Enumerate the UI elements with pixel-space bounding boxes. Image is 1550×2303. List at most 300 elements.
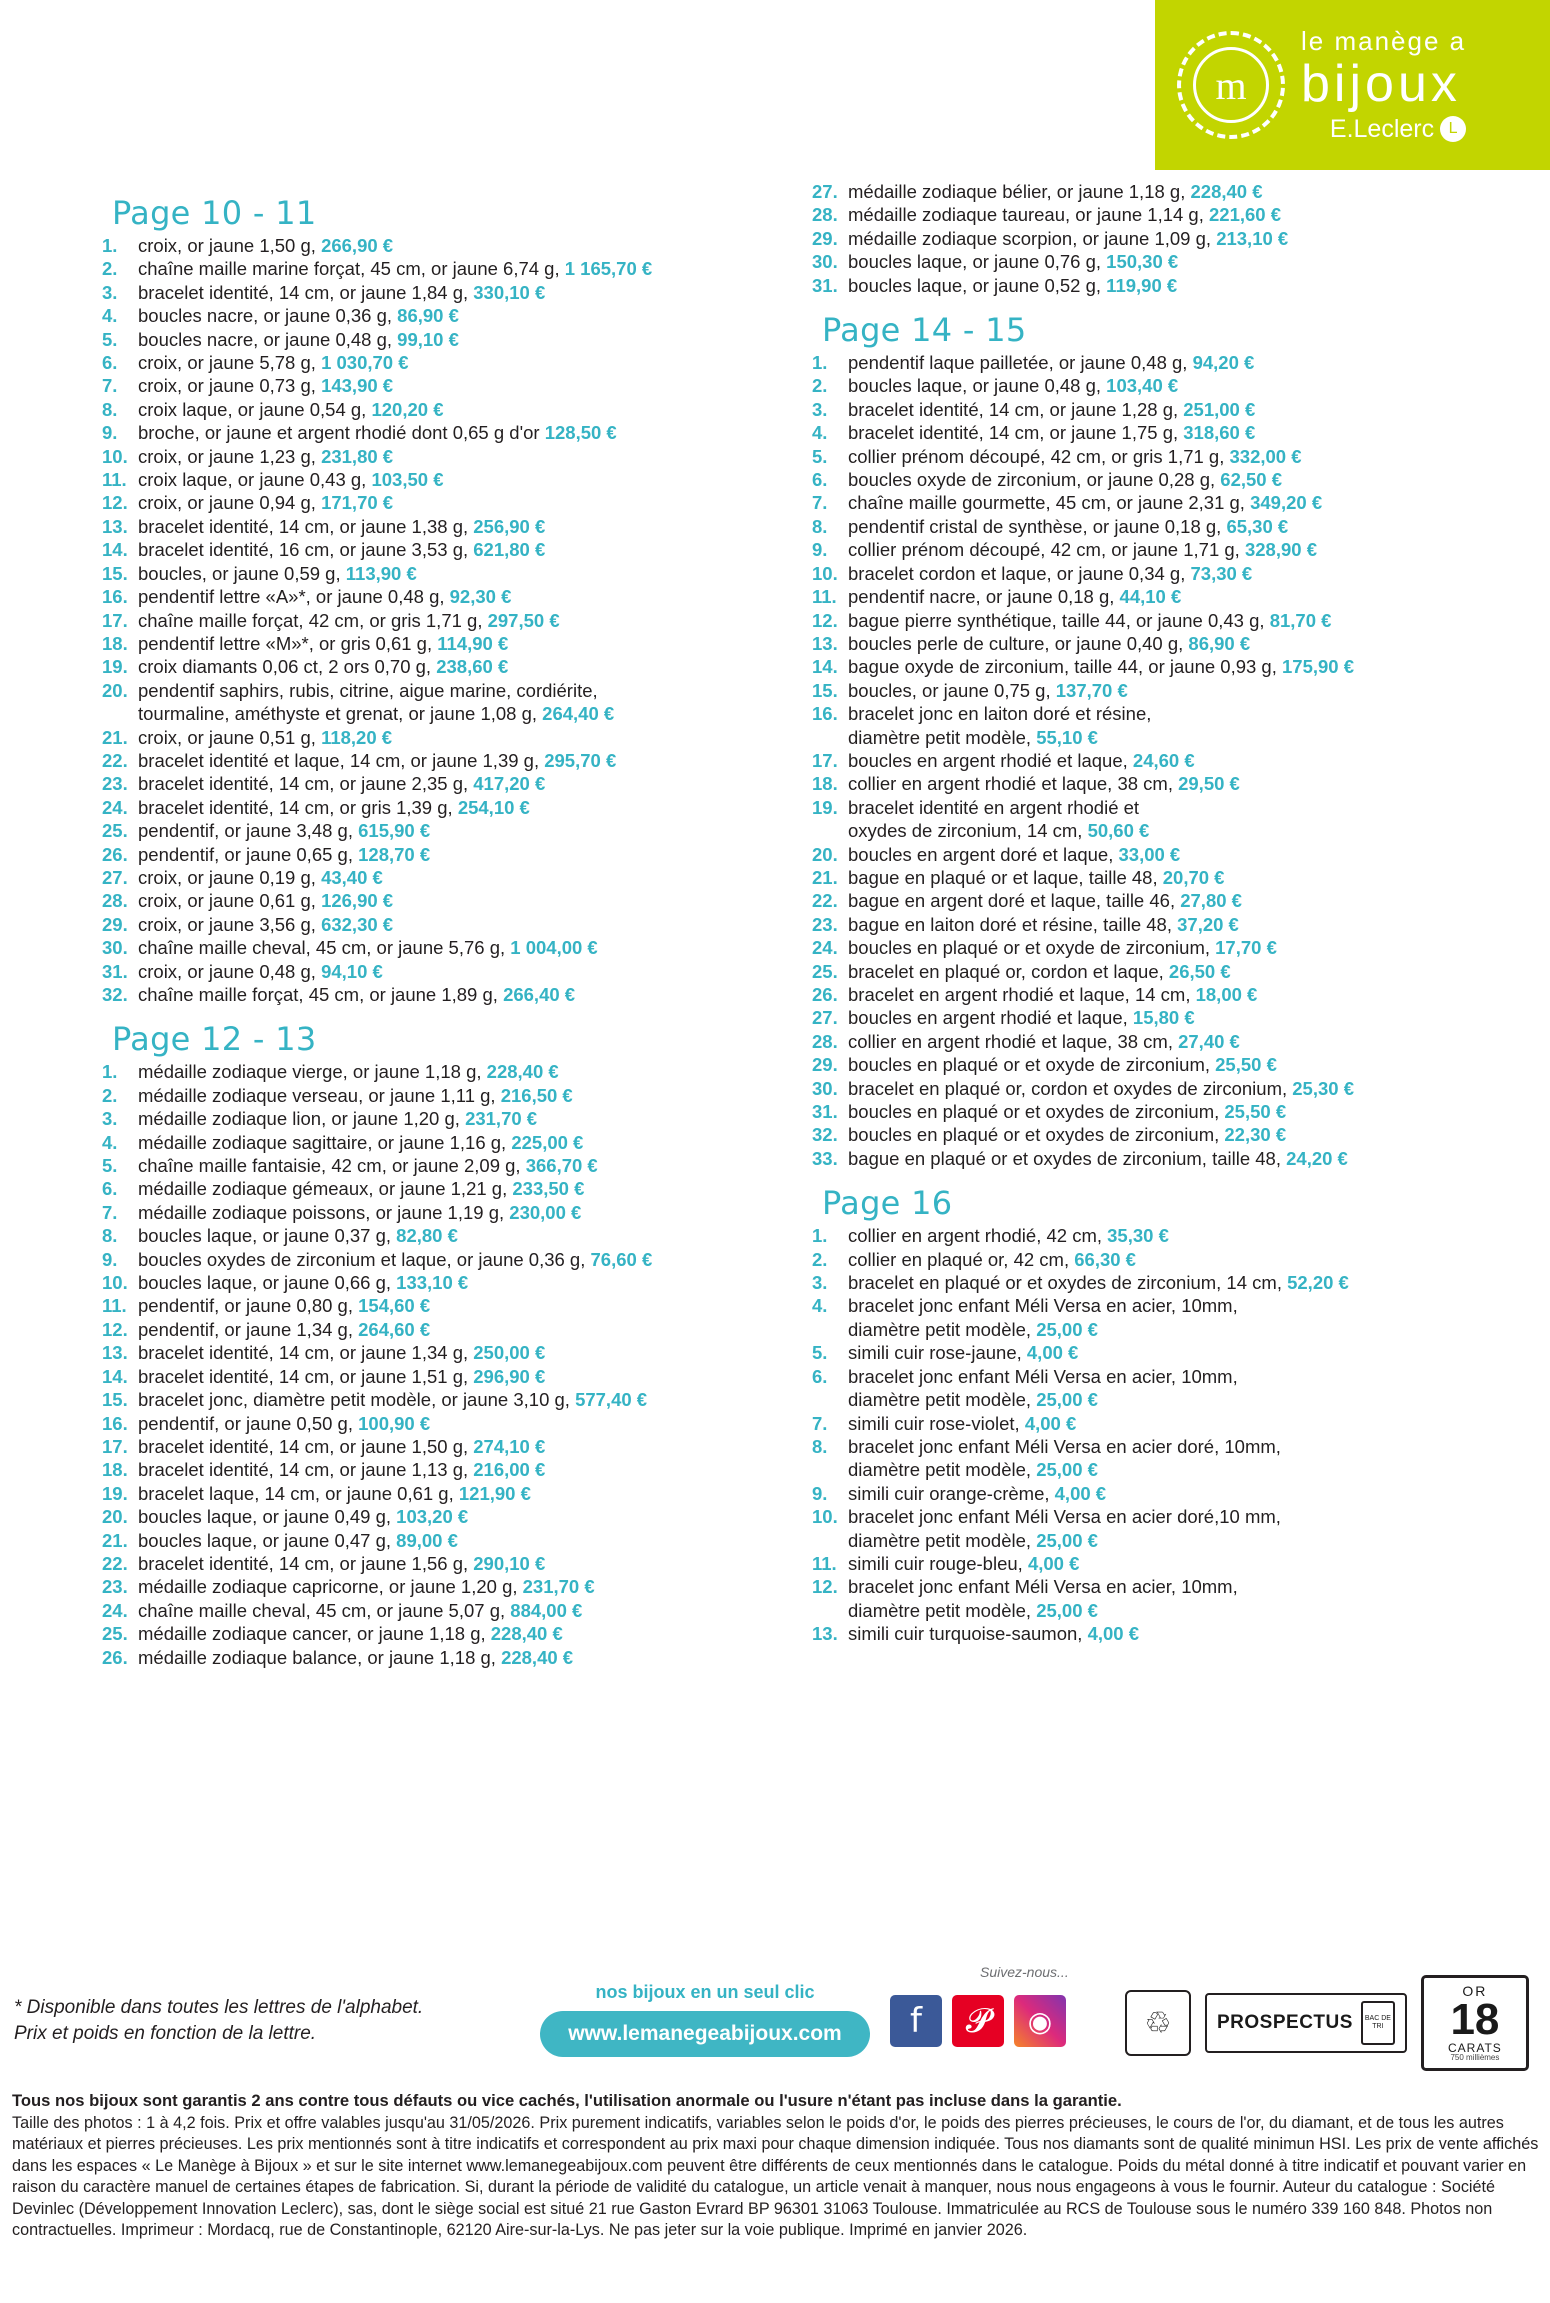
item-price: 175,90 € bbox=[1282, 656, 1355, 678]
item-price: 17,70 € bbox=[1215, 937, 1277, 959]
follow-us-label: Suivez-nous... bbox=[980, 1964, 1069, 1980]
item-price: 216,50 € bbox=[500, 1084, 573, 1106]
item-number: 2. bbox=[812, 1248, 828, 1270]
item-price: 121,90 € bbox=[458, 1482, 531, 1504]
item-description: bague en argent doré et laque, taille 46, 27,80 € bbox=[848, 890, 1242, 912]
item-description: chaîne maille cheval, 45 cm, or jaune 5,76 g, 1 004,00 € bbox=[138, 937, 598, 959]
item-number: 24. bbox=[102, 796, 128, 818]
item-description: bracelet jonc enfant Méli Versa en acier doré, 10mm, diamètre petit modèle, 25,00 € bbox=[848, 1435, 1281, 1481]
item-price: 150,30 € bbox=[1106, 251, 1179, 273]
item-price: 225,00 € bbox=[511, 1131, 584, 1153]
catalog-columns bbox=[0, 180, 1550, 1669]
item-price: 22,30 € bbox=[1224, 1124, 1287, 1146]
item-description: pendentif, or jaune 0,65 g, 128,70 € bbox=[138, 843, 431, 865]
item-price: 632,30 € bbox=[321, 913, 394, 935]
item-price: 114,90 € bbox=[437, 632, 509, 654]
item-number: 10. bbox=[812, 1506, 838, 1528]
item-price: 231,70 € bbox=[522, 1576, 595, 1598]
item-number: 9. bbox=[812, 1482, 828, 1504]
item-number: 24. bbox=[102, 1599, 128, 1621]
item-price: 290,10 € bbox=[473, 1552, 546, 1574]
item-price: 86,90 € bbox=[1188, 632, 1251, 654]
item-number: 14. bbox=[812, 656, 838, 678]
catalog-item bbox=[808, 702, 1508, 749]
item-price: 73,30 € bbox=[1190, 562, 1253, 584]
item-description: boucles laque, or jaune 0,37 g, 82,80 € bbox=[138, 1225, 458, 1247]
carats-or-label: OR bbox=[1462, 1983, 1488, 1999]
item-number: 25. bbox=[102, 820, 128, 842]
item-description: bague pierre synthétique, taille 44, or jaune 0,43 g, 81,70 € bbox=[848, 609, 1332, 631]
item-number: 21. bbox=[812, 866, 838, 888]
item-number: 6. bbox=[102, 1178, 118, 1200]
item-price: 128,50 € bbox=[544, 422, 617, 444]
item-price: 328,90 € bbox=[1244, 539, 1317, 561]
item-number: 12. bbox=[812, 609, 838, 631]
item-price: 137,70 € bbox=[1055, 679, 1128, 701]
item-price: 228,40 € bbox=[501, 1646, 574, 1668]
catalog-item bbox=[98, 1177, 798, 1200]
item-price: 86,90 € bbox=[397, 305, 459, 327]
item-list-page-16 bbox=[808, 1224, 1508, 1645]
item-price: 230,00 € bbox=[509, 1201, 582, 1223]
item-price: 154,60 € bbox=[358, 1295, 431, 1317]
item-price: 25,30 € bbox=[1292, 1077, 1354, 1099]
catalog-item bbox=[98, 445, 798, 468]
item-number: 8. bbox=[812, 515, 828, 537]
item-number: 5. bbox=[102, 1155, 118, 1177]
item-number: 2. bbox=[102, 258, 118, 280]
catalog-item bbox=[808, 374, 1508, 397]
item-number: 31. bbox=[102, 960, 128, 982]
item-description: bracelet jonc enfant Méli Versa en acier, 10mm, diamètre petit modèle, 25,00 € bbox=[848, 1576, 1238, 1621]
item-description: croix, or jaune 1,50 g, 266,90 € bbox=[138, 235, 394, 256]
catalog-item bbox=[808, 1248, 1508, 1271]
item-description: chaîne maille cheval, 45 cm, or jaune 5,07 g, 884,00 € bbox=[138, 1599, 583, 1621]
catalog-item bbox=[808, 866, 1508, 889]
item-number: 17. bbox=[812, 749, 838, 771]
item-description: bracelet en plaqué or, cordon et oxydes de zirconium, 25,30 € bbox=[848, 1077, 1354, 1099]
item-description: boucles laque, or jaune 0,47 g, 89,00 € bbox=[138, 1529, 458, 1551]
item-description: bracelet jonc enfant Méli Versa en acier, 10mm, diamètre petit modèle, 25,00 € bbox=[848, 1295, 1238, 1340]
catalog-item bbox=[98, 1201, 798, 1224]
catalog-item bbox=[808, 1053, 1508, 1076]
catalog-item bbox=[98, 655, 798, 678]
prospectus-label: PROSPECTUS bbox=[1217, 2012, 1353, 2033]
item-number: 20. bbox=[812, 843, 838, 865]
item-price: 120,20 € bbox=[371, 398, 444, 420]
item-description: croix, or jaune 0,61 g, 126,90 € bbox=[138, 890, 394, 912]
item-description: bracelet jonc en laiton doré et résine, diamètre petit modèle, 55,10 € bbox=[848, 703, 1152, 748]
item-description: collier en argent rhodié, 42 cm, 35,30 € bbox=[848, 1225, 1169, 1247]
item-number: 9. bbox=[812, 539, 828, 561]
legal-disclaimer bbox=[12, 2090, 1540, 2242]
item-description: bracelet identité, 14 cm, or jaune 2,35 g, 417,20 € bbox=[138, 773, 546, 795]
item-price: 228,40 € bbox=[486, 1061, 559, 1083]
item-number: 12. bbox=[102, 1318, 128, 1340]
item-number: 26. bbox=[102, 1646, 128, 1668]
item-description: boucles laque, or jaune 0,48 g, 103,40 € bbox=[848, 375, 1179, 397]
item-price: 274,10 € bbox=[473, 1435, 546, 1457]
item-description: bracelet identité, 14 cm, or jaune 1,51 g, 296,90 € bbox=[138, 1365, 546, 1387]
item-description: bracelet en plaqué or, cordon et laque, 26,50 € bbox=[848, 960, 1231, 982]
item-price: 254,10 € bbox=[457, 796, 530, 818]
item-description: boucles en plaqué or et oxydes de zirconium, 25,50 € bbox=[848, 1101, 1287, 1123]
item-price: 221,60 € bbox=[1209, 204, 1282, 226]
item-price: 25,50 € bbox=[1224, 1101, 1287, 1123]
item-number: 6. bbox=[102, 352, 118, 374]
catalog-item bbox=[808, 843, 1508, 866]
item-description: chaîne maille forçat, 45 cm, or jaune 1,89 g, 266,40 € bbox=[138, 984, 576, 1005]
item-description: croix, or jaune 0,48 g, 94,10 € bbox=[138, 960, 383, 982]
item-description: médaille zodiaque cancer, or jaune 1,18 g, 228,40 € bbox=[138, 1623, 563, 1645]
catalog-item bbox=[808, 1271, 1508, 1294]
item-number: 17. bbox=[102, 1435, 128, 1457]
item-number: 9. bbox=[102, 422, 118, 444]
item-price: 15,80 € bbox=[1132, 1007, 1195, 1029]
bin-label: BAC DE TRI bbox=[1364, 2015, 1391, 2030]
catalog-item bbox=[98, 515, 798, 538]
item-price: 295,70 € bbox=[544, 749, 617, 771]
item-description: bracelet identité, 14 cm, or jaune 1,34 g, 250,00 € bbox=[138, 1342, 546, 1364]
catalog-item bbox=[98, 538, 798, 561]
catalog-item bbox=[808, 203, 1508, 226]
item-description: simili cuir orange-crème, 4,00 € bbox=[848, 1482, 1107, 1504]
item-price: 103,50 € bbox=[371, 469, 444, 491]
item-description: boucles en plaqué or et oxyde de zirconium, 25,50 € bbox=[848, 1054, 1277, 1076]
item-number: 1. bbox=[102, 235, 118, 256]
item-number: 7. bbox=[102, 1201, 118, 1223]
catalog-item bbox=[98, 468, 798, 491]
item-price: 50,60 € bbox=[1087, 820, 1150, 842]
recycling-bin-icon bbox=[1361, 2001, 1395, 2045]
item-price: 621,80 € bbox=[473, 539, 546, 561]
item-description: pendentif laque pailletée, or jaune 0,48 g, 94,20 € bbox=[848, 352, 1255, 374]
item-price: 417,20 € bbox=[473, 773, 546, 795]
catalog-item bbox=[808, 1224, 1508, 1247]
catalog-item bbox=[98, 960, 798, 983]
website-callout bbox=[540, 1982, 870, 2057]
item-price: 37,20 € bbox=[1177, 913, 1239, 935]
item-description: collier en argent rhodié et laque, 38 cm, 29,50 € bbox=[848, 773, 1240, 795]
item-number: 7. bbox=[812, 1412, 828, 1434]
item-description: collier en plaqué or, 42 cm, 66,30 € bbox=[848, 1248, 1136, 1270]
item-price: 27,80 € bbox=[1180, 890, 1242, 912]
item-number: 29. bbox=[812, 227, 838, 249]
catalog-item bbox=[98, 1107, 798, 1130]
item-number: 13. bbox=[812, 1623, 838, 1645]
item-description: médaille zodiaque taureau, or jaune 1,14 g, 221,60 € bbox=[848, 204, 1282, 226]
item-price: 62,50 € bbox=[1220, 469, 1283, 491]
item-description: boucles nacre, or jaune 0,36 g, 86,90 € bbox=[138, 305, 459, 327]
item-price: 1 030,70 € bbox=[321, 352, 409, 374]
item-description: médaille zodiaque gémeaux, or jaune 1,21 g, 233,50 € bbox=[138, 1178, 585, 1200]
brand-line-leclerc bbox=[1301, 116, 1466, 142]
item-description: pendentif lettre «M»*, or gris 0,61 g, 114,90 € bbox=[138, 632, 509, 654]
item-description: simili cuir rose-violet, 4,00 € bbox=[848, 1412, 1077, 1434]
item-price: 66,30 € bbox=[1074, 1248, 1136, 1270]
item-number: 16. bbox=[812, 703, 838, 725]
catalog-item bbox=[98, 585, 798, 608]
catalog-item bbox=[98, 281, 798, 304]
item-number: 18. bbox=[102, 1459, 128, 1481]
catalog-item bbox=[98, 726, 798, 749]
item-number: 11. bbox=[812, 1552, 837, 1574]
item-description: boucles en argent rhodié et laque, 15,80 € bbox=[848, 1007, 1195, 1029]
item-price: 25,00 € bbox=[1036, 1459, 1098, 1481]
legal-lead: Tous nos bijoux sont garantis 2 ans contre tous défauts ou vice cachés, l'utilisation anormale ou l'usure n'étant pas incluse dans la garantie. bbox=[12, 2091, 1122, 2110]
footer-badges bbox=[1125, 1975, 1529, 2071]
item-number: 28. bbox=[812, 1030, 838, 1052]
item-number: 13. bbox=[102, 515, 128, 537]
item-number: 29. bbox=[812, 1054, 838, 1076]
catalog-item bbox=[98, 1458, 798, 1481]
brand-header bbox=[1155, 0, 1550, 170]
item-number: 22. bbox=[102, 749, 128, 771]
catalog-item bbox=[98, 749, 798, 772]
catalog-item bbox=[808, 398, 1508, 421]
brand-line-manege: le manège a bbox=[1301, 26, 1467, 56]
item-price: 43,40 € bbox=[321, 866, 383, 888]
catalog-item bbox=[808, 796, 1508, 843]
catalog-item bbox=[808, 1435, 1508, 1482]
item-price: 25,00 € bbox=[1036, 1599, 1098, 1621]
catalog-item bbox=[98, 304, 798, 327]
item-description: boucles, or jaune 0,59 g, 113,90 € bbox=[138, 562, 417, 584]
footnote-line-2: Prix et poids en fonction de la lettre. bbox=[14, 2023, 317, 2044]
catalog-item bbox=[808, 585, 1508, 608]
catalog-item bbox=[98, 374, 798, 397]
item-price: 330,10 € bbox=[473, 281, 546, 303]
item-price: 24,20 € bbox=[1286, 1147, 1348, 1169]
item-price: 27,40 € bbox=[1178, 1030, 1240, 1052]
item-number: 23. bbox=[102, 773, 128, 795]
catalog-item bbox=[808, 1552, 1508, 1575]
item-price: 52,20 € bbox=[1287, 1272, 1349, 1294]
item-price: 349,20 € bbox=[1250, 492, 1323, 514]
catalog-item bbox=[98, 1482, 798, 1505]
item-description: chaîne maille gourmette, 45 cm, or jaune 2,31 g, 349,20 € bbox=[848, 492, 1323, 514]
instagram-icon[interactable]: ◉ bbox=[1014, 1995, 1066, 2047]
catalog-item bbox=[98, 913, 798, 936]
item-price: 264,40 € bbox=[542, 703, 615, 725]
catalog-item bbox=[98, 1060, 798, 1083]
item-price: 4,00 € bbox=[1024, 1412, 1077, 1434]
item-number: 1. bbox=[812, 1225, 828, 1247]
catalog-item bbox=[98, 1599, 798, 1622]
item-description: bracelet identité, 16 cm, or jaune 3,53 g, 621,80 € bbox=[138, 539, 546, 561]
brand-wordmark bbox=[1301, 28, 1466, 142]
item-number: 25. bbox=[102, 1623, 128, 1645]
item-description: pendentif saphirs, rubis, citrine, aigue marine, cordiérite, tourmaline, améthyste et grenat, or jaune 1,08 g, 264,40 € bbox=[138, 679, 615, 725]
catalog-item bbox=[98, 1529, 798, 1552]
item-number: 5. bbox=[102, 328, 118, 350]
catalog-item bbox=[98, 234, 798, 257]
item-price: 25,00 € bbox=[1036, 1529, 1098, 1551]
item-number: 12. bbox=[812, 1576, 838, 1598]
recycle-triman-icon: ♲ bbox=[1125, 1990, 1191, 2056]
item-number: 11. bbox=[812, 586, 837, 608]
item-description: croix, or jaune 0,94 g, 171,70 € bbox=[138, 492, 394, 514]
item-description: bracelet identité et laque, 14 cm, or jaune 1,39 g, 295,70 € bbox=[138, 749, 617, 771]
item-description: collier en argent rhodié et laque, 38 cm, 27,40 € bbox=[848, 1030, 1240, 1052]
catalog-item bbox=[98, 328, 798, 351]
item-description: médaille zodiaque vierge, or jaune 1,18 g, 228,40 € bbox=[138, 1061, 559, 1083]
catalog-item bbox=[808, 1575, 1508, 1622]
item-description: chaîne maille forçat, 42 cm, or gris 1,71 g, 297,50 € bbox=[138, 609, 560, 631]
item-price: 366,70 € bbox=[525, 1155, 598, 1177]
item-description: croix laque, or jaune 0,43 g, 103,50 € bbox=[138, 469, 444, 491]
catalog-item bbox=[98, 1575, 798, 1598]
item-price: 94,20 € bbox=[1192, 352, 1255, 374]
item-price: 577,40 € bbox=[575, 1389, 648, 1411]
item-number: 25. bbox=[812, 960, 838, 982]
catalog-item bbox=[98, 819, 798, 842]
item-list-page-12-13-cont bbox=[808, 180, 1508, 297]
item-description: croix, or jaune 0,19 g, 43,40 € bbox=[138, 866, 383, 888]
item-number: 3. bbox=[102, 281, 118, 303]
brand-line-bijoux: bijoux bbox=[1301, 55, 1461, 113]
pinterest-icon[interactable]: 𝓟 bbox=[952, 1995, 1004, 2047]
item-number: 15. bbox=[102, 562, 128, 584]
catalog-item bbox=[808, 1365, 1508, 1412]
item-description: pendentif cristal de synthèse, or jaune 0,18 g, 65,30 € bbox=[848, 515, 1289, 537]
catalog-item bbox=[98, 936, 798, 959]
catalog-item bbox=[808, 445, 1508, 468]
carats-millieme: 750 millièmes bbox=[1450, 2053, 1500, 2062]
catalog-item bbox=[808, 1341, 1508, 1364]
alphabet-footnote bbox=[14, 1995, 534, 2047]
facebook-icon[interactable]: f bbox=[890, 1995, 942, 2047]
catalog-item bbox=[808, 1100, 1508, 1123]
item-number: 18. bbox=[812, 773, 838, 795]
item-number: 30. bbox=[812, 251, 838, 273]
item-number: 1. bbox=[102, 1061, 118, 1083]
catalog-item bbox=[98, 1341, 798, 1364]
item-price: 213,10 € bbox=[1216, 227, 1289, 249]
item-price: 25,00 € bbox=[1036, 1389, 1098, 1411]
item-description: médaille zodiaque bélier, or jaune 1,18 g, 228,40 € bbox=[848, 181, 1263, 202]
item-price: 100,90 € bbox=[358, 1412, 431, 1434]
item-number: 12. bbox=[102, 492, 128, 514]
item-description: bracelet en plaqué or et oxydes de zirconium, 14 cm, 52,20 € bbox=[848, 1272, 1349, 1294]
clic-label: nos bijoux en un seul clic bbox=[595, 1982, 815, 2002]
item-number: 13. bbox=[102, 1342, 128, 1364]
website-link-button[interactable]: www.lemanegeabijoux.com bbox=[540, 2011, 870, 2057]
item-price: 250,00 € bbox=[473, 1342, 546, 1364]
catalog-item bbox=[808, 274, 1508, 297]
catalog-item bbox=[98, 1084, 798, 1107]
item-description: bracelet laque, 14 cm, or jaune 0,61 g, 121,90 € bbox=[138, 1482, 531, 1504]
item-price: 143,90 € bbox=[321, 375, 394, 397]
item-number: 7. bbox=[812, 492, 828, 514]
item-description: bague en plaqué or et oxydes de zirconium, taille 48, 24,20 € bbox=[848, 1147, 1348, 1169]
item-number: 4. bbox=[812, 1295, 828, 1317]
item-price: 128,70 € bbox=[358, 843, 431, 865]
item-price: 231,70 € bbox=[465, 1108, 538, 1130]
item-number: 11. bbox=[102, 1295, 127, 1317]
item-description: boucles laque, or jaune 0,52 g, 119,90 € bbox=[848, 274, 1178, 296]
catalog-item bbox=[808, 1294, 1508, 1341]
item-price: 25,50 € bbox=[1215, 1054, 1277, 1076]
catalog-item bbox=[98, 796, 798, 819]
item-number: 27. bbox=[812, 181, 838, 202]
item-price: 81,70 € bbox=[1269, 609, 1332, 631]
item-description: simili cuir rouge-bleu, 4,00 € bbox=[848, 1552, 1080, 1574]
item-price: 228,40 € bbox=[490, 1623, 563, 1645]
item-number: 3. bbox=[812, 398, 828, 420]
right-column bbox=[808, 180, 1508, 1669]
catalog-item bbox=[98, 1412, 798, 1435]
item-number: 33. bbox=[812, 1147, 838, 1169]
item-description: chaîne maille marine forçat, 45 cm, or jaune 6,74 g, 1 165,70 € bbox=[138, 258, 653, 280]
catalog-item bbox=[808, 983, 1508, 1006]
catalog-item bbox=[98, 1154, 798, 1177]
section-heading-page-12-13: Page 12 - 13 bbox=[112, 1020, 317, 1059]
item-price: 18,00 € bbox=[1195, 984, 1258, 1005]
item-number: 28. bbox=[102, 890, 128, 912]
catalog-item bbox=[808, 1123, 1508, 1146]
item-number: 22. bbox=[812, 890, 838, 912]
manege-roundel-logo bbox=[1177, 31, 1285, 139]
item-price: 256,90 € bbox=[473, 515, 546, 537]
item-number: 19. bbox=[812, 796, 838, 818]
item-number: 9. bbox=[102, 1248, 118, 1270]
item-number: 27. bbox=[812, 1007, 838, 1029]
catalog-item bbox=[808, 538, 1508, 561]
catalog-item bbox=[808, 515, 1508, 538]
item-description: croix laque, or jaune 0,54 g, 120,20 € bbox=[138, 398, 444, 420]
catalog-item bbox=[98, 257, 798, 280]
catalog-item bbox=[808, 1030, 1508, 1053]
item-price: 133,10 € bbox=[396, 1272, 469, 1294]
catalog-item bbox=[808, 655, 1508, 678]
item-number: 10. bbox=[102, 1272, 128, 1294]
catalog-item bbox=[808, 1006, 1508, 1029]
item-price: 216,00 € bbox=[473, 1459, 546, 1481]
item-description: médaille zodiaque poissons, or jaune 1,19 g, 230,00 € bbox=[138, 1201, 582, 1223]
item-description: bracelet identité, 14 cm, or jaune 1,28 g, 251,00 € bbox=[848, 398, 1256, 420]
item-description: boucles oxyde de zirconium, or jaune 0,28 g, 62,50 € bbox=[848, 469, 1283, 491]
item-description: croix, or jaune 5,78 g, 1 030,70 € bbox=[138, 352, 409, 374]
item-number: 20. bbox=[102, 1506, 128, 1528]
item-description: croix, or jaune 3,56 g, 632,30 € bbox=[138, 913, 394, 935]
catalog-item bbox=[98, 1294, 798, 1317]
catalog-item bbox=[98, 421, 798, 444]
item-description: broche, or jaune et argent rhodié dont 0,65 g d'or 128,50 € bbox=[138, 422, 617, 444]
item-description: pendentif, or jaune 0,80 g, 154,60 € bbox=[138, 1295, 431, 1317]
catalog-item bbox=[808, 679, 1508, 702]
item-description: boucles laque, or jaune 0,49 g, 103,20 € bbox=[138, 1506, 469, 1528]
item-price: 65,30 € bbox=[1226, 515, 1289, 537]
catalog-item bbox=[808, 749, 1508, 772]
catalog-item bbox=[98, 1248, 798, 1271]
item-number: 31. bbox=[812, 274, 838, 296]
item-price: 29,50 € bbox=[1178, 773, 1240, 795]
social-icons bbox=[890, 1995, 1066, 2047]
item-price: 118,20 € bbox=[321, 726, 393, 748]
catalog-item bbox=[808, 1147, 1508, 1170]
item-number: 21. bbox=[102, 1529, 128, 1551]
catalog-item bbox=[98, 351, 798, 374]
item-description: bague oxyde de zirconium, taille 44, or jaune 0,93 g, 175,90 € bbox=[848, 656, 1355, 678]
item-price: 1 165,70 € bbox=[564, 258, 653, 280]
catalog-item bbox=[98, 1435, 798, 1458]
catalog-item bbox=[808, 491, 1508, 514]
item-price: 35,30 € bbox=[1107, 1225, 1169, 1247]
item-number: 22. bbox=[102, 1552, 128, 1574]
catalog-item bbox=[98, 1622, 798, 1645]
item-description: bracelet identité, 14 cm, or jaune 1,50 g, 274,10 € bbox=[138, 1435, 546, 1457]
